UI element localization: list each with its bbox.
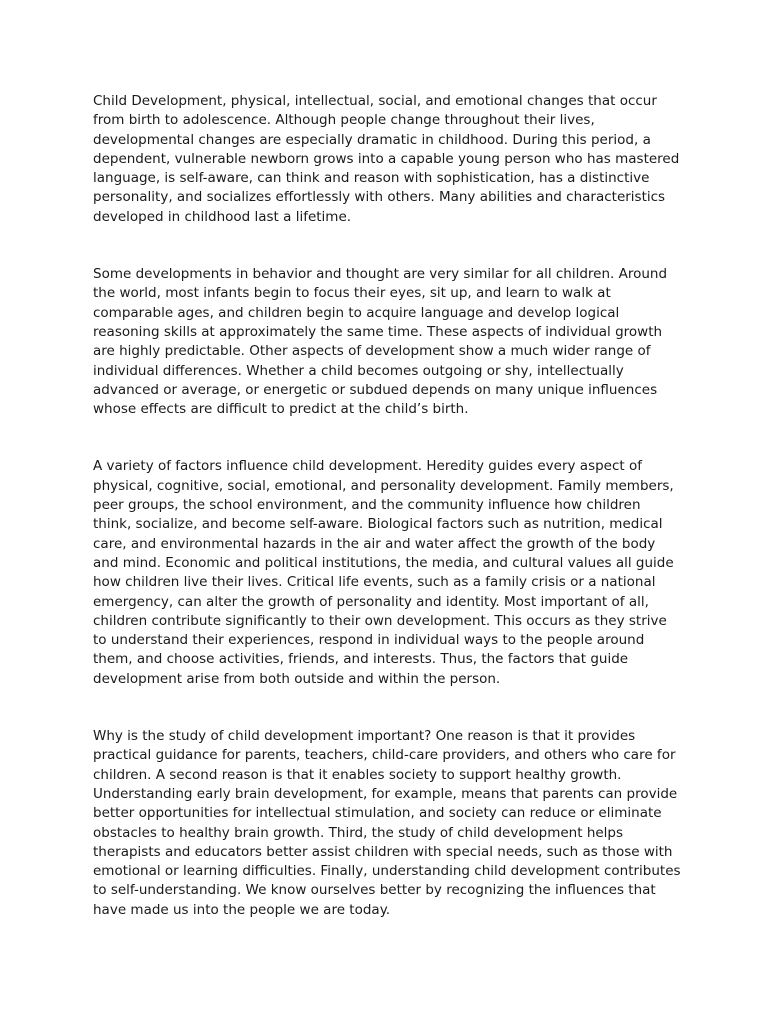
paragraph-spacer bbox=[93, 227, 683, 265]
paragraph-spacer bbox=[93, 419, 683, 457]
paragraph-3: A variety of factors influence child development. Heredity guides every aspect of physical, cognitive, social, emotional, and personality development. Family members, peer groups, the school environment, and the community influence how children think, socialize, and become self-aware. Biological factors such as nutrition, medical care, and environmental hazards in the air and water affect the growth of the body and mind. Economic and political institutions, the media, and cultural values all guide how children live their lives. Critical life events, such as a family crisis or a national emergency, can alter the growth of personality and identity. Most important of all, children contribute significantly to their own development. This occurs as they strive to understand their experiences, respond in individual ways to the people around them, and choose activities, friends, and interests. Thus, the factors that guide development arise from both outside and within the person. bbox=[93, 458, 674, 687]
paragraph-1: Child Development, physical, intellectual, social, and emotional changes that occur from birth to adolescence. Although people change throughout their lives, developmental changes are especially dramatic in childhood. During this period, a dependent, vulnerable newborn grows into a capable young person who has mastered language, is self-aware, can think and reason with sophistication, has a distinctive personality, and socializes effortlessly with others. Many abilities and characteristics developed in childhood last a lifetime. bbox=[93, 93, 680, 225]
paragraph-spacer bbox=[93, 689, 683, 727]
document-body bbox=[93, 92, 683, 920]
paragraph-4: Why is the study of child development important? One reason is that it provides practical guidance for parents, teachers, child-care providers, and others who care for children. A second reason is that it enables society to support healthy growth. Understanding early brain development, for example, means that parents can provide better opportunities for intellectual stimulation, and society can reduce or eliminate obstacles to healthy brain growth. Third, the study of child development helps therapists and educators better assist children with special needs, such as those with emotional or learning difficulties. Finally, understanding child development contributes to self-understanding. We know ourselves better by recognizing the influences that have made us into the people we are today. bbox=[93, 728, 681, 918]
paragraph-2: Some developments in behavior and thought are very similar for all children. Around the world, most infants begin to focus their eyes, sit up, and learn to walk at comparable ages, and children begin to acquire language and develop logical reasoning skills at approximately the same time. These aspects of individual growth are highly predictable. Other aspects of development show a much wider range of individual differences. Whether a child becomes outgoing or shy, intellectually advanced or average, or energetic or subdued depends on many unique influences whose effects are difficult to predict at the child’s birth. bbox=[93, 266, 668, 418]
